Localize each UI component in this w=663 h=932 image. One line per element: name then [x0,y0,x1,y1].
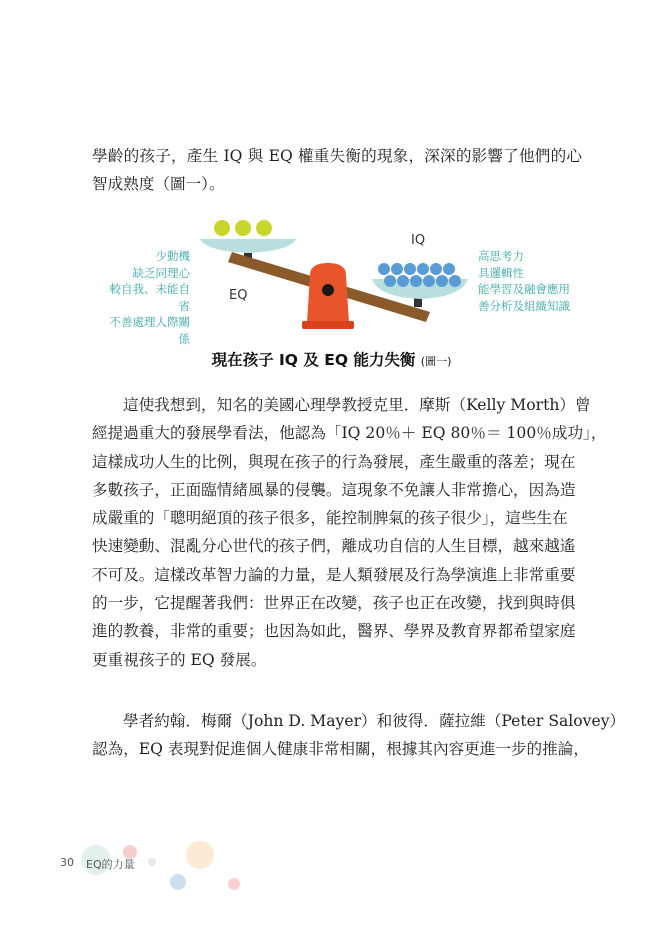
label-line: 善分析及組織知識 [478,298,570,313]
label-line: 能學習及融會應用 [478,282,570,296]
caption-main: 現在孩子 IQ 及 EQ 能力失衡 [211,351,416,369]
eq-deficit-labels [100,248,190,347]
label-line: 高思考力 [478,249,524,263]
text-line: 認為，EQ 表現對促進個人健康非常相關，根據其內容更進一步的推論， [92,740,589,759]
green-ball [214,220,230,236]
green-ball [235,220,251,236]
text-line: 成嚴重的「聰明絕頂的孩子很多，能控制脾氣的孩子很少」，這些生在 [92,509,568,528]
eq-label: EQ [229,288,248,303]
label-line: 較自我、未能自省 [109,282,190,313]
fulcrum-base [302,321,354,329]
paragraph-intro [92,142,582,199]
page-number: 30 [60,856,74,869]
text-line: 智成熟度（圖一）。 [92,175,225,194]
label-line: 不善處理人際關係 [109,315,190,346]
text-line: 不可及。這樣改革智力論的力量，是人類發展及行為學演進上非常重要 [92,565,576,584]
paragraph-mayer-salovey [92,707,626,764]
text-line: 進的教養，非常的重要；也因為如此，醫界、學界及教育界都希望家庭 [92,622,576,641]
figure-caption [0,348,663,370]
text-line: 這樣成功人生的比例，與現在孩子的行為發展，產生嚴重的落差；現在 [92,452,576,471]
text-line: 學齡的孩子，產生 IQ 與 EQ 權重失衡的現象，深深的影響了他們的心 [92,147,582,165]
left-tray [200,239,296,253]
text-line: 多數孩子，正面臨情緒風暴的侵襲。這現象不免讓人非常擔心，因為造 [92,480,576,499]
text-line: 的一步，它提醒著我們：世界正在改變，孩子也正在改變，找到與時俱 [92,594,576,613]
caption-sub: (圖一) [420,355,452,368]
eq-balls [214,220,272,236]
iq-label: IQ [411,233,426,248]
fulcrum-pivot [322,284,334,296]
footer-decoration [0,838,300,898]
green-ball [256,220,272,236]
text-line: 快速變動、混亂分心世代的孩子們，離成功自信的人生目標，越來越遙 [92,537,576,556]
text-line: 更重視孩子的 EQ 發展。 [92,650,267,669]
label-line: 具邏輯性 [478,265,524,280]
iq-strength-labels [478,248,598,314]
running-title: EQ的力量 [86,858,135,871]
text-line: 經提過重大的發展學看法，他認為「IQ 20％＋ EQ 80％＝ 100％成功」， [92,424,607,443]
text-line: 這使我想到，知名的美國心理學教授克里．摩斯（Kelly Morth）曾 [123,396,591,414]
paragraph-main [92,391,607,674]
text-line: 學者約翰．梅爾（John D. Mayer）和彼得．薩拉維（Peter Salovey） [123,712,626,730]
label-line: 少動機 [155,249,190,263]
label-line: 缺乏同理心 [132,265,190,280]
